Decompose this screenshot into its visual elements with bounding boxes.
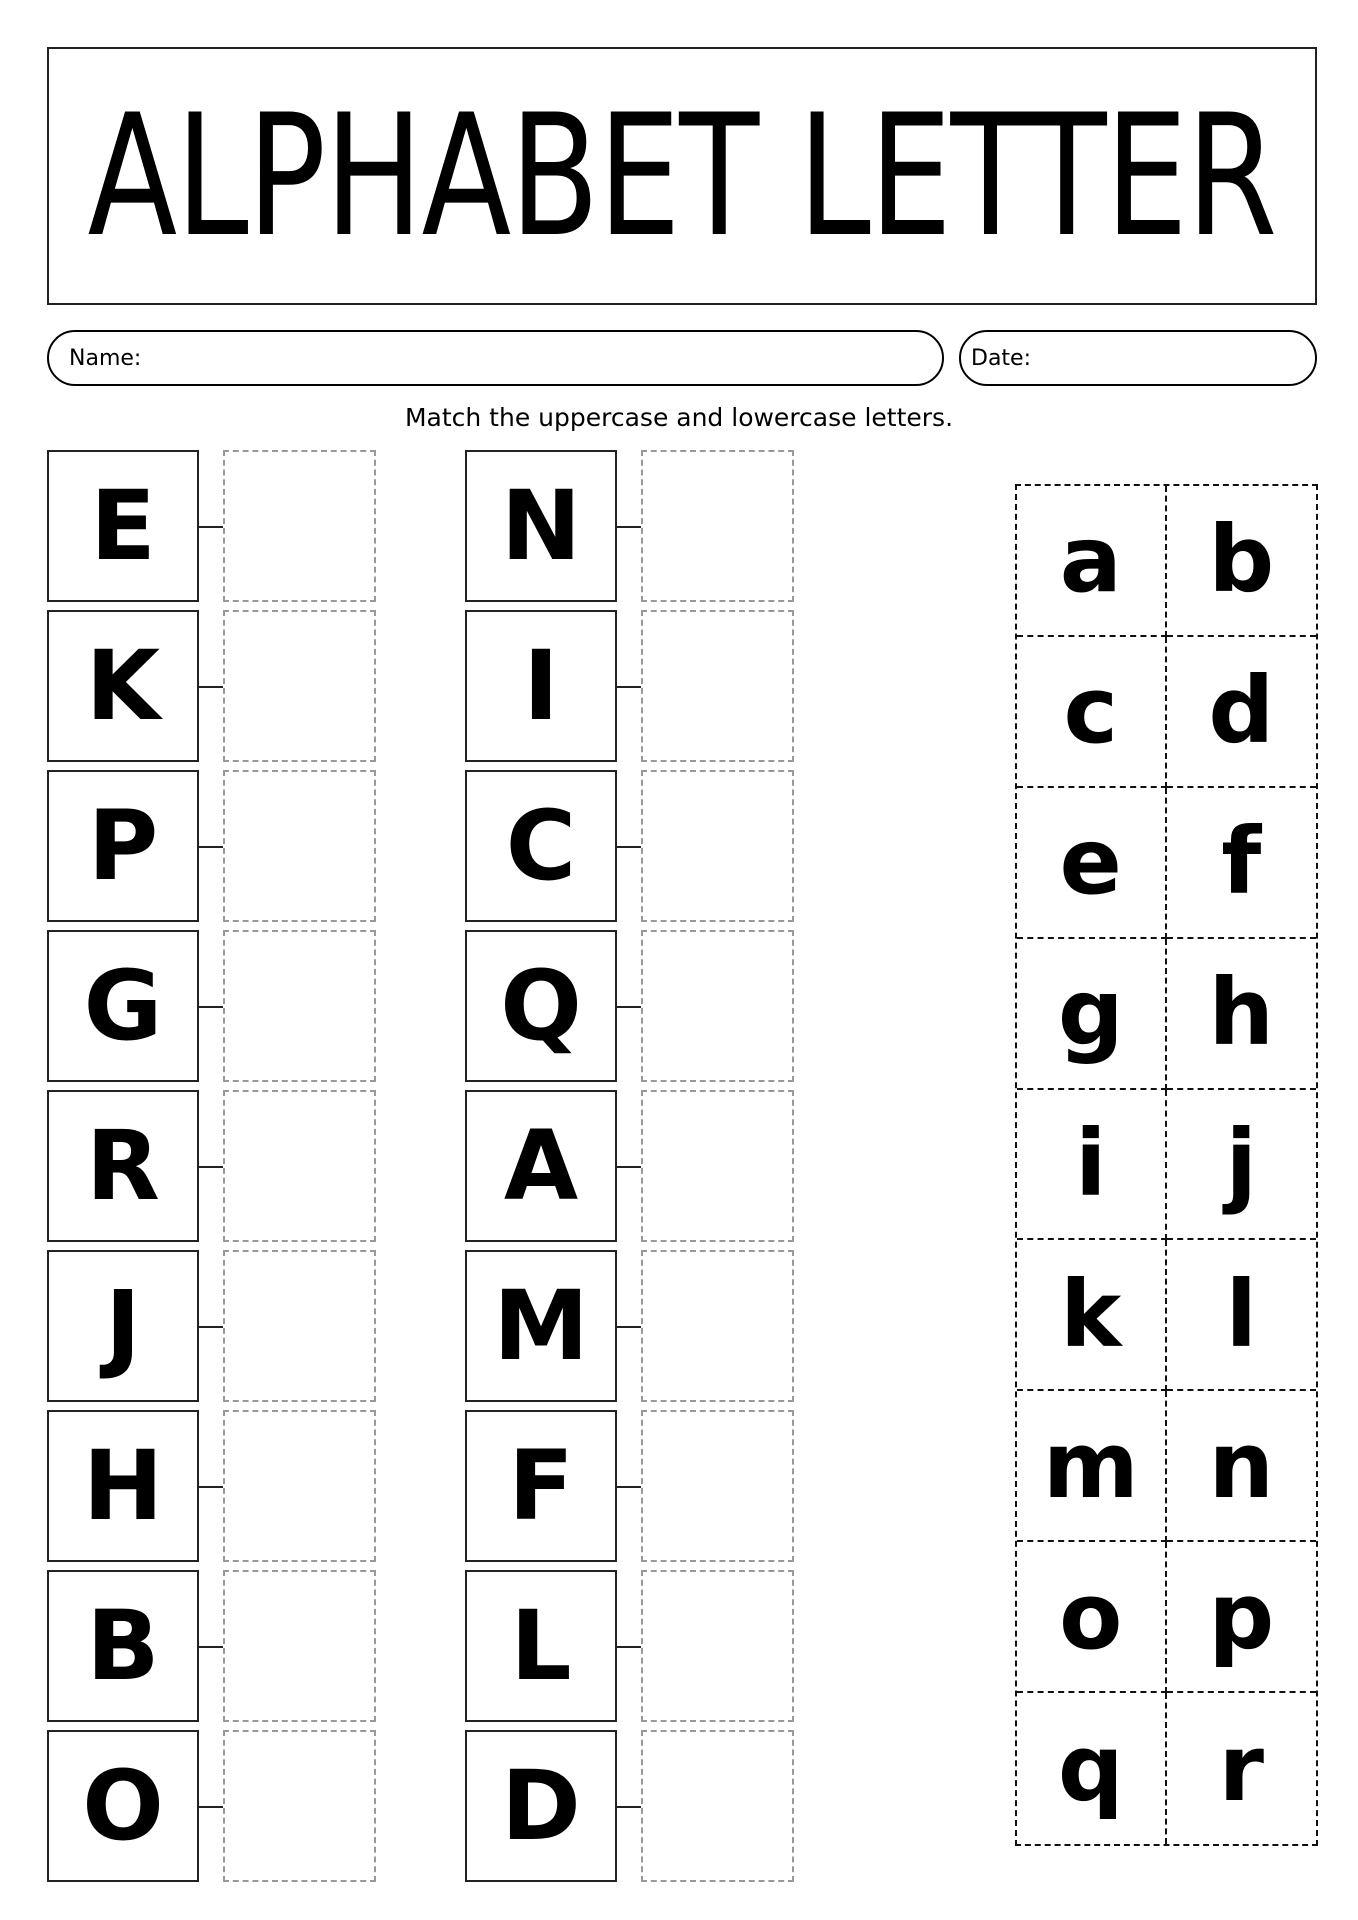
- connector-line: [199, 526, 223, 528]
- match-row: [465, 1090, 815, 1250]
- connector-line: [199, 1646, 223, 1648]
- connector-line: [199, 1326, 223, 1328]
- match-row: [465, 1250, 815, 1410]
- match-row: [47, 1730, 397, 1890]
- worksheet-title: ALPHABET LETTER: [87, 78, 1277, 274]
- answer-box[interactable]: [641, 450, 794, 602]
- answer-box[interactable]: [641, 1090, 794, 1242]
- connector-line: [199, 1486, 223, 1488]
- name-label: Name:: [69, 345, 142, 371]
- answer-box[interactable]: [223, 1250, 376, 1402]
- match-row: [47, 930, 397, 1090]
- lowercase-letter[interactable]: c: [1017, 637, 1167, 788]
- lowercase-letter[interactable]: g: [1017, 939, 1167, 1090]
- lowercase-letter[interactable]: e: [1017, 788, 1167, 939]
- lowercase-letter[interactable]: k: [1017, 1240, 1167, 1391]
- connector-line: [617, 1646, 641, 1648]
- lowercase-letter[interactable]: p: [1167, 1542, 1317, 1693]
- uppercase-letter: G: [47, 930, 199, 1082]
- answer-box[interactable]: [641, 930, 794, 1082]
- answer-box[interactable]: [641, 770, 794, 922]
- uppercase-letter: M: [465, 1250, 617, 1402]
- answer-box[interactable]: [223, 450, 376, 602]
- answer-box[interactable]: [223, 1410, 376, 1562]
- connector-line: [617, 686, 641, 688]
- uppercase-letter: D: [465, 1730, 617, 1882]
- match-row: [47, 1570, 397, 1730]
- uppercase-letter: C: [465, 770, 617, 922]
- connector-line: [199, 686, 223, 688]
- match-row: [465, 1570, 815, 1730]
- uppercase-letter: R: [47, 1090, 199, 1242]
- connector-line: [617, 1806, 641, 1808]
- answer-box[interactable]: [641, 1250, 794, 1402]
- answer-box[interactable]: [223, 1730, 376, 1882]
- lowercase-letter[interactable]: q: [1017, 1693, 1167, 1844]
- uppercase-letter: H: [47, 1410, 199, 1562]
- title-box: [47, 47, 1317, 305]
- match-row: [47, 770, 397, 930]
- connector-line: [617, 846, 641, 848]
- uppercase-letter: F: [465, 1410, 617, 1562]
- answer-box[interactable]: [223, 770, 376, 922]
- uppercase-column-1: [47, 450, 397, 1890]
- name-field[interactable]: [47, 330, 944, 386]
- match-row: [465, 1410, 815, 1570]
- answer-box[interactable]: [223, 1090, 376, 1242]
- uppercase-letter: N: [465, 450, 617, 602]
- instruction-text: Match the uppercase and lowercase letters.: [404, 403, 954, 432]
- lowercase-letter[interactable]: n: [1167, 1391, 1317, 1542]
- match-row: [47, 1250, 397, 1410]
- connector-line: [617, 1486, 641, 1488]
- lowercase-letter[interactable]: d: [1167, 637, 1317, 788]
- connector-line: [617, 1006, 641, 1008]
- uppercase-letter: E: [47, 450, 199, 602]
- uppercase-letter: L: [465, 1570, 617, 1722]
- date-field[interactable]: [959, 330, 1317, 386]
- match-row: [47, 1090, 397, 1250]
- lowercase-letter[interactable]: r: [1218, 1714, 1264, 1822]
- answer-box[interactable]: [223, 930, 376, 1082]
- uppercase-letter: A: [465, 1090, 617, 1242]
- lowercase-letter[interactable]: i: [1017, 1090, 1167, 1241]
- uppercase-column-2: [465, 450, 815, 1890]
- uppercase-letter: Q: [465, 930, 617, 1082]
- answer-box[interactable]: [223, 1570, 376, 1722]
- lowercase-letter[interactable]: f: [1167, 788, 1317, 939]
- match-row: [465, 610, 815, 770]
- connector-line: [617, 526, 641, 528]
- lowercase-letter[interactable]: o: [1017, 1542, 1167, 1693]
- lowercase-cutout-grid: [1015, 484, 1318, 1846]
- connector-line: [199, 1166, 223, 1168]
- uppercase-letter: J: [47, 1250, 199, 1402]
- match-row: [465, 930, 815, 1090]
- lowercase-letter[interactable]: b: [1167, 486, 1317, 637]
- uppercase-letter: B: [47, 1570, 199, 1722]
- connector-line: [199, 846, 223, 848]
- answer-box[interactable]: [641, 1730, 794, 1882]
- answer-box[interactable]: [641, 1410, 794, 1562]
- date-label: Date:: [971, 345, 1031, 371]
- connector-line: [199, 1806, 223, 1808]
- match-row: [47, 610, 397, 770]
- answer-box[interactable]: [641, 1570, 794, 1722]
- lowercase-letter[interactable]: m: [1017, 1391, 1167, 1542]
- connector-line: [199, 1006, 223, 1008]
- uppercase-letter: O: [47, 1730, 199, 1882]
- uppercase-letter: I: [465, 610, 617, 762]
- answer-box[interactable]: [223, 610, 376, 762]
- match-row: [47, 450, 397, 610]
- match-row: [465, 770, 815, 930]
- lowercase-letter[interactable]: h: [1167, 939, 1317, 1090]
- match-row: [47, 1410, 397, 1570]
- answer-box[interactable]: [641, 610, 794, 762]
- lowercase-letter[interactable]: j: [1167, 1090, 1317, 1241]
- connector-line: [617, 1326, 641, 1328]
- lowercase-letter[interactable]: a: [1017, 486, 1167, 637]
- lowercase-letter[interactable]: l: [1167, 1240, 1317, 1391]
- uppercase-letter: P: [47, 770, 199, 922]
- match-row: [465, 1730, 815, 1890]
- connector-line: [617, 1166, 641, 1168]
- uppercase-letter: K: [47, 610, 199, 762]
- match-row: [465, 450, 815, 610]
